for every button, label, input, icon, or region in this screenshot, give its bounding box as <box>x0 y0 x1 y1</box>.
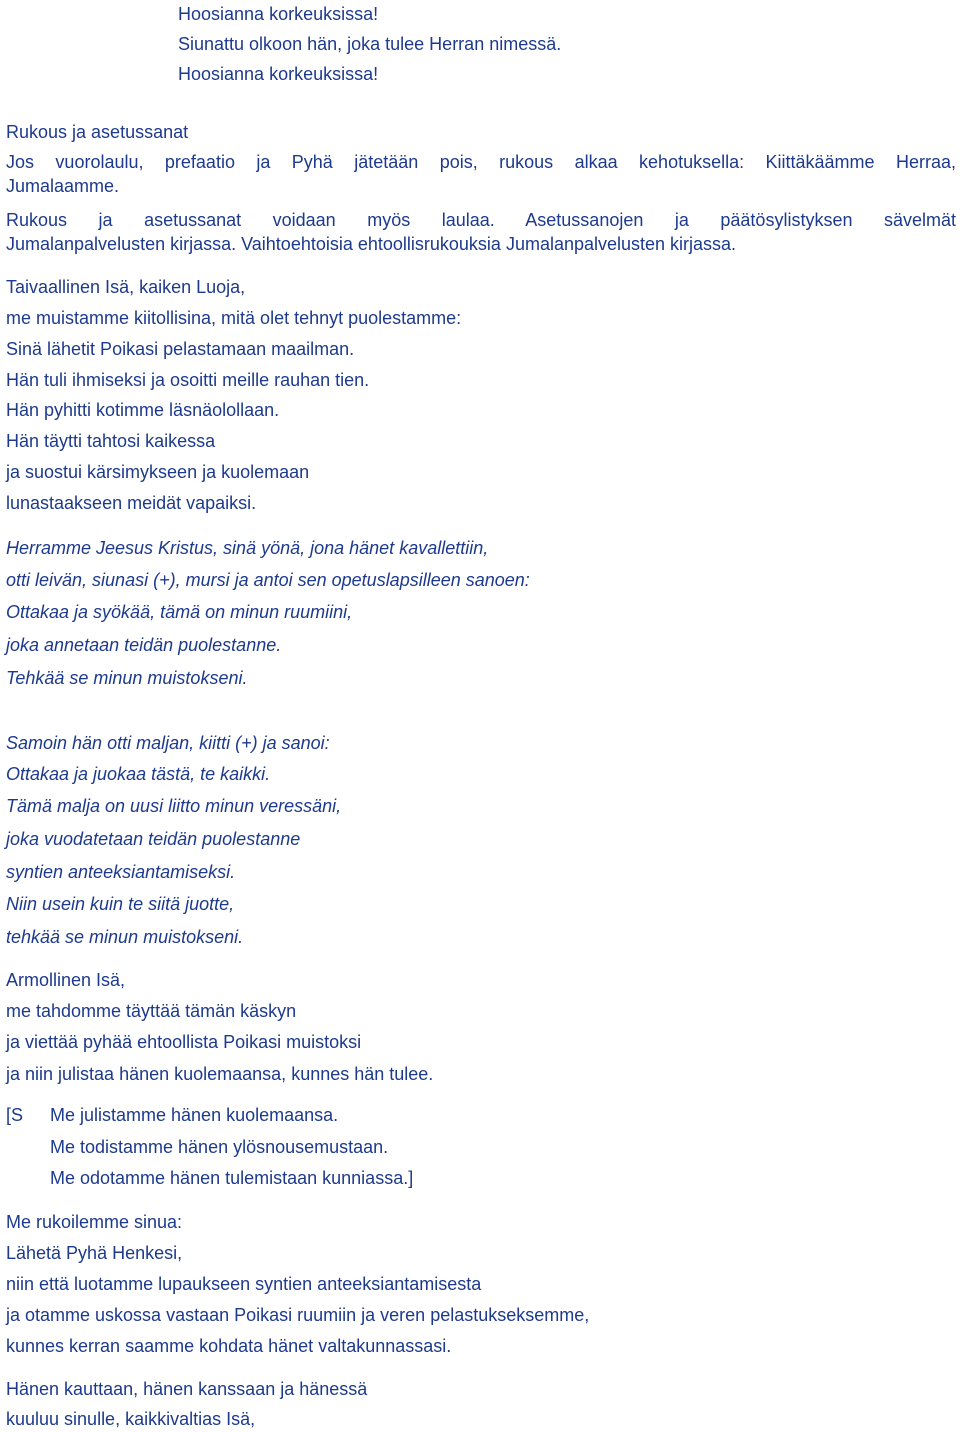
doxology-line: Hänen kauttaan, hänen kanssaan ja hänessä <box>6 1379 368 1399</box>
anamnesis-line: ja niin julistaa hänen kuolemaansa, kunnes hän tulee. <box>6 1064 434 1084</box>
acclamation-line: Me julistamme hänen kuolemaansa. <box>50 1105 339 1125</box>
institution-line: joka vuodatetaan teidän puolestanne <box>6 829 301 849</box>
prayer-line: me muistamme kiitollisina, mitä olet tehnyt puolestamme: <box>6 308 462 328</box>
rubric-instruction-2a: Rukous ja asetussanat voidaan myös laulaa. Asetussanojen ja päätösylistyksen sävelmät <box>6 210 956 230</box>
prayer-line: ja suostui kärsimykseen ja kuolemaan <box>6 462 310 482</box>
rubric-instruction-1a: Jos vuorolaulu, prefaatio ja Pyhä jätetään pois, rukous alkaa kehotuksella: Kiittäkäämme Herraa, <box>6 152 956 172</box>
rubric-instruction-1b: Jumalaamme. <box>6 176 120 196</box>
rubric-instruction-2b: Jumalanpalvelusten kirjassa. Vaihtoehtoisia ehtoollisrukouksia Jumalanpalvelusten kirjassa. <box>6 234 737 254</box>
doxology-line: kuuluu sinulle, kaikkivaltias Isä, <box>6 1409 256 1429</box>
anamnesis-line: ja viettää pyhää ehtoollista Poikasi muistoksi <box>6 1032 362 1052</box>
epiclesis-line: ja otamme uskossa vastaan Poikasi ruumiin ja veren pelastukseksemme, <box>6 1305 590 1325</box>
section-heading: Rukous ja asetussanat <box>6 122 189 142</box>
anamnesis-line: Armollinen Isä, <box>6 970 126 990</box>
institution-line: syntien anteeksiantamiseksi. <box>6 862 236 882</box>
hosanna-line-3: Hoosianna korkeuksissa! <box>178 64 379 84</box>
institution-line: Tämä malja on uusi liitto minun veressäni, <box>6 796 342 816</box>
anamnesis-line: me tahdomme täyttää tämän käskyn <box>6 1001 297 1021</box>
epiclesis-line: kunnes kerran saamme kohdata hänet valtakunnassasi. <box>6 1336 452 1356</box>
institution-line: Samoin hän otti maljan, kiitti (+) ja sanoi: <box>6 733 330 753</box>
epiclesis-line: Me rukoilemme sinua: <box>6 1212 183 1232</box>
prayer-line: lunastaakseen meidät vapaiksi. <box>6 493 257 513</box>
institution-line: Ottakaa ja juokaa tästä, te kaikki. <box>6 764 271 784</box>
hosanna-line-2: Siunattu olkoon hän, joka tulee Herran nimessä. <box>178 34 562 54</box>
prayer-line: Hän täytti tahtosi kaikessa <box>6 431 216 451</box>
institution-line: tehkää se minun muistokseni. <box>6 927 244 947</box>
hosanna-line-1: Hoosianna korkeuksissa! <box>178 4 379 24</box>
epiclesis-line: niin että luotamme lupaukseen syntien anteeksiantamisesta <box>6 1274 482 1294</box>
institution-line: Tehkää se minun muistokseni. <box>6 668 248 688</box>
acclamation-line: Me odotamme hänen tulemistaan kunniassa.] <box>50 1168 414 1188</box>
prayer-line: Sinä lähetit Poikasi pelastamaan maailman. <box>6 339 355 359</box>
prayer-line: Hän tuli ihmiseksi ja osoitti meille rauhan tien. <box>6 370 370 390</box>
institution-line: otti leivän, siunasi (+), mursi ja antoi sen opetuslapsilleen sanoen: <box>6 570 530 590</box>
institution-line: joka annetaan teidän puolestanne. <box>6 635 282 655</box>
institution-line: Niin usein kuin te siitä juotte, <box>6 894 235 914</box>
epiclesis-line: Lähetä Pyhä Henkesi, <box>6 1243 183 1263</box>
institution-line: Ottakaa ja syökää, tämä on minun ruumiini, <box>6 602 353 622</box>
acclamation-line: Me todistamme hänen ylösnousemustaan. <box>50 1137 389 1157</box>
prayer-line: Taivaallinen Isä, kaiken Luoja, <box>6 277 246 297</box>
acclamation-mark: [S <box>6 1105 24 1125</box>
prayer-line: Hän pyhitti kotimme läsnäolollaan. <box>6 400 280 420</box>
institution-line: Herramme Jeesus Kristus, sinä yönä, jona hänet kavallettiin, <box>6 538 489 558</box>
